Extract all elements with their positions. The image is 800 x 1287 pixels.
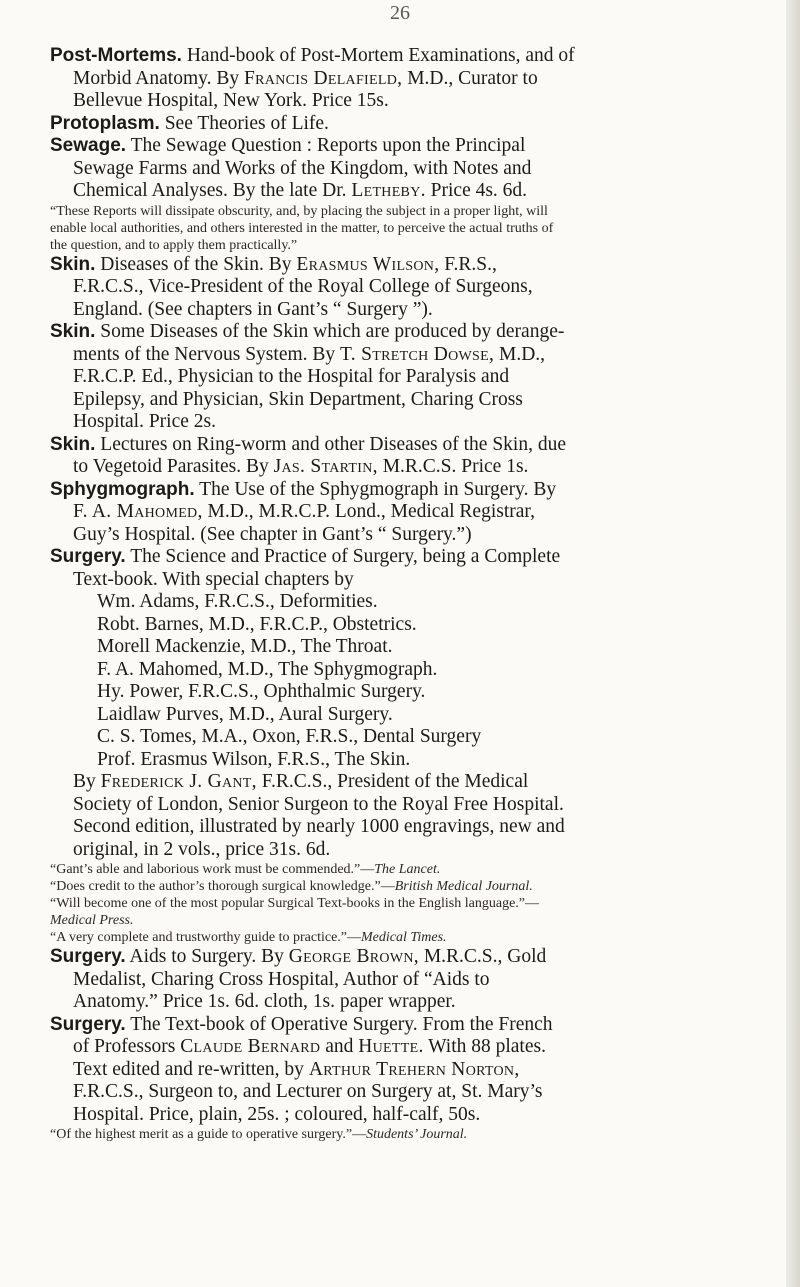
quote-text: “Does credit to the author’s thorough surgical knowledge.”— (50, 879, 395, 894)
catalogue-entry-sewage (50, 135, 775, 254)
entry-heading: Sphygmograph. (50, 478, 195, 500)
entry-line (50, 254, 775, 277)
entry-line (50, 569, 775, 592)
entry-heading: Surgery. (50, 946, 126, 967)
review-quote (50, 929, 775, 946)
line-text: Society of London, Senior Surgeon to the Royal Free Hospital. (73, 793, 564, 815)
entry-line (50, 434, 775, 457)
entry-heading: Surgery. (50, 546, 126, 567)
entry-line (50, 479, 775, 502)
line-text: Text edited and re-written, by (73, 1058, 309, 1080)
line-text: Some Diseases of the Skin which are produced by derange- (100, 321, 565, 342)
entry-line (50, 969, 775, 992)
review-quote (50, 912, 775, 929)
line-text: Prof. Erasmus Wilson, F.R.S., The Skin. (97, 748, 411, 770)
catalogue-text (50, 45, 775, 1143)
catalogue-entry-post-mortems (50, 45, 775, 113)
entry-heading: Skin. (50, 321, 96, 342)
line-text: Wm. Adams, F.R.C.S., Deformities. (97, 591, 378, 612)
entry-line (50, 1059, 775, 1082)
quote-source: Students’ Journal. (366, 1127, 468, 1142)
line-text: and (320, 1036, 359, 1057)
line-text: C. S. Tomes, M.A., Oxon, F.R.S., Dental Surgery (97, 726, 482, 747)
line-text: Second edition, illustrated by nearly 1000 engravings, new and (73, 816, 565, 837)
entry-heading: Sewage. (50, 135, 127, 156)
entry-line (50, 1014, 775, 1037)
line-text: Epilepsy, and Physician, Skin Department, Charing Cross (73, 388, 523, 410)
line-text: Hospital. Price 2s. (73, 411, 216, 432)
entry-line (50, 1104, 775, 1127)
entry-heading: Surgery. (50, 1013, 126, 1035)
line-text: F.R.C.S., President of the Medical (256, 771, 529, 792)
page-edge-shadow (786, 0, 800, 1287)
entry-line (50, 771, 775, 794)
entry-line (50, 45, 775, 68)
line-text: Price 4s. 6d. (425, 180, 528, 201)
catalogue-entry-skin-startin (50, 434, 775, 479)
line-text: Chemical Analyses. By the late Dr. (73, 180, 352, 201)
entry-line (50, 614, 775, 637)
line-text: The Science and Practice of Surgery, being a Complete (130, 546, 561, 567)
line-text: F. A. Mahomed, M.D., The Sphygmograph. (97, 658, 438, 680)
author-name: Arthur Trehern Norton, (308, 1058, 520, 1080)
line-text: The Use of the Sphygmograph in Surgery. By (199, 478, 557, 500)
line-text: Guy’s Hospital. (See chapter in Gant’s “ Surgery.”) (73, 523, 472, 545)
line-text: to Vegetoid Parasites. By (73, 456, 274, 477)
line-text: Diseases of the Skin. By (100, 253, 297, 275)
catalogue-entry-protoplasm (50, 113, 775, 136)
entry-line (50, 389, 775, 412)
line-text: M.R.C.S. Price 1s. (377, 456, 529, 477)
entry-line (50, 659, 775, 682)
author-name: Francis Delafield, (244, 67, 403, 89)
review-quote (50, 237, 775, 254)
quote-text: “A very complete and trustworthy guide to practice.”— (50, 930, 362, 945)
line-text: F.R.S., (439, 253, 497, 275)
entry-line (50, 501, 775, 524)
quote-text: “Gant’s able and laborious work must be commended.”— (50, 862, 375, 877)
author-name: George Brown, (288, 946, 419, 967)
line-text: With 88 plates. (423, 1036, 546, 1057)
line-text: ments of the Nervous System. By (73, 343, 341, 365)
line-text: M.R.C.S., Gold (418, 946, 547, 967)
entry-line (50, 321, 775, 344)
quote-text: enable local authorities, and others interested in the matter, to perceive the actual truths of (50, 220, 554, 236)
entry-line (50, 946, 775, 969)
entry-line (50, 366, 775, 389)
review-quote (50, 878, 775, 895)
line-text: M.D., M.R.C.P. Lond., Medical Registrar, (202, 501, 535, 522)
quote-source: The Lancet. (374, 862, 441, 877)
line-text: F.R.C.S., Vice-President of the Royal College of Surgeons, (73, 276, 533, 297)
entry-line (50, 794, 775, 817)
entry-heading: Skin. (50, 253, 96, 275)
quote-text: “These Reports will dissipate obscurity, and, by placing the subject in a proper light, will (50, 203, 548, 219)
entry-line (50, 1081, 775, 1104)
line-text: Anatomy.” Price 1s. 6d. cloth, 1s. paper wrapper. (73, 991, 456, 1012)
entry-line (50, 456, 775, 479)
line-text: Sewage Farms and Works of the Kingdom, with Notes and (73, 157, 532, 179)
entry-line (50, 299, 775, 322)
entry-line (50, 636, 775, 659)
entry-line (50, 113, 775, 136)
line-text: England. (See chapters in Gant’s “ Surgery ”). (73, 298, 433, 320)
author-name: Letheby. (351, 180, 426, 201)
review-quote (50, 203, 775, 220)
line-text: F.R.C.P. Ed., Physician to the Hospital for Paralysis and (73, 366, 510, 387)
line-text: F.R.C.S., Surgeon to, and Lecturer on Surgery at, St. Mary’s (73, 1081, 543, 1102)
line-text: Hy. Power, F.R.C.S., Ophthalmic Surgery. (97, 681, 426, 702)
line-text: By (73, 771, 101, 792)
catalogue-entry-surgery-bernard (50, 1014, 775, 1144)
entry-line (50, 524, 775, 547)
line-text: Laidlaw Purves, M.D., Aural Surgery. (97, 703, 393, 725)
quote-text: the question, and to apply them practically.” (50, 237, 298, 253)
entry-line (50, 276, 775, 299)
catalogue-entry-skin-wilson (50, 254, 775, 322)
page-number: 26 (390, 2, 410, 24)
line-text: See Theories of Life. (164, 112, 329, 134)
line-text: The Sewage Question : Reports upon the Principal (130, 135, 526, 156)
author-name: Jas. Startin, (273, 456, 378, 477)
quote-text: “Of the highest merit as a guide to operative surgery.”— (50, 1127, 367, 1142)
author-name: Erasmus Wilson, (296, 253, 440, 275)
entry-line (50, 1036, 775, 1059)
entry-heading: Post-Mortems. (50, 45, 182, 66)
review-quote (50, 220, 775, 237)
entry-line (50, 591, 775, 614)
quote-source: British Medical Journal. (394, 879, 533, 894)
entry-line (50, 839, 775, 862)
catalogue-entry-surgery-gant (50, 546, 775, 946)
quote-text: “Will become one of the most popular Surgical Text-books in the English language.”— (50, 896, 539, 911)
line-text: Hand-book of Post-Mortem Examinations, and of (186, 45, 575, 66)
quote-source: Medical Times. (361, 930, 447, 945)
entry-line (50, 816, 775, 839)
entry-line (50, 546, 775, 569)
line-text: Morbid Anatomy. By (73, 67, 244, 89)
entry-line (50, 681, 775, 704)
author-name: T. Stretch Dowse, (340, 343, 495, 365)
author-name: Claude Bernard (180, 1036, 321, 1057)
entry-line (50, 726, 775, 749)
line-text: Morell Mackenzie, M.D., The Throat. (97, 636, 393, 657)
catalogue-entry-sphygmograph (50, 479, 775, 547)
line-text: Text-book. With special chapters by (73, 568, 354, 590)
entry-line (50, 90, 775, 113)
line-text: Aids to Surgery. By (129, 946, 289, 967)
line-text: Robt. Barnes, M.D., F.R.C.P., Obstetrics. (97, 613, 417, 635)
entry-line (50, 749, 775, 772)
author-name: F. A. Mahomed, (73, 501, 203, 522)
entry-heading: Protoplasm. (50, 112, 160, 134)
author-name: Huette. (358, 1036, 424, 1057)
line-text: Bellevue Hospital, New York. Price 15s. (73, 90, 389, 111)
quote-source: Medical Press. (50, 913, 134, 928)
line-text: Hospital. Price, plain, 25s. ; coloured, half-calf, 50s. (73, 1103, 481, 1125)
entry-line (50, 158, 775, 181)
line-text: Lectures on Ring-worm and other Diseases of the Skin, due (100, 433, 567, 455)
entry-line (50, 991, 775, 1014)
review-quote (50, 1126, 775, 1143)
catalogue-entry-skin-dowse (50, 321, 775, 434)
author-name: Frederick J. Gant, (100, 771, 257, 792)
entry-line (50, 135, 775, 158)
line-text: M.D., Curator to (402, 67, 538, 89)
line-text: Medalist, Charing Cross Hospital, Author of “Aids to (73, 968, 490, 990)
entry-heading: Skin. (50, 433, 96, 455)
entry-line (50, 411, 775, 434)
entry-line (50, 344, 775, 367)
review-quote (50, 895, 775, 912)
line-text: The Text-book of Operative Surgery. From the French (130, 1013, 553, 1035)
line-text: of Professors (73, 1036, 181, 1057)
entry-line (50, 704, 775, 727)
line-text: original, in 2 vols., price 31s. 6d. (73, 838, 331, 860)
line-text: M.D., (494, 343, 546, 365)
entry-line (50, 68, 775, 91)
catalogue-entry-surgery-brown (50, 946, 775, 1014)
review-quote (50, 861, 775, 878)
entry-line (50, 180, 775, 203)
